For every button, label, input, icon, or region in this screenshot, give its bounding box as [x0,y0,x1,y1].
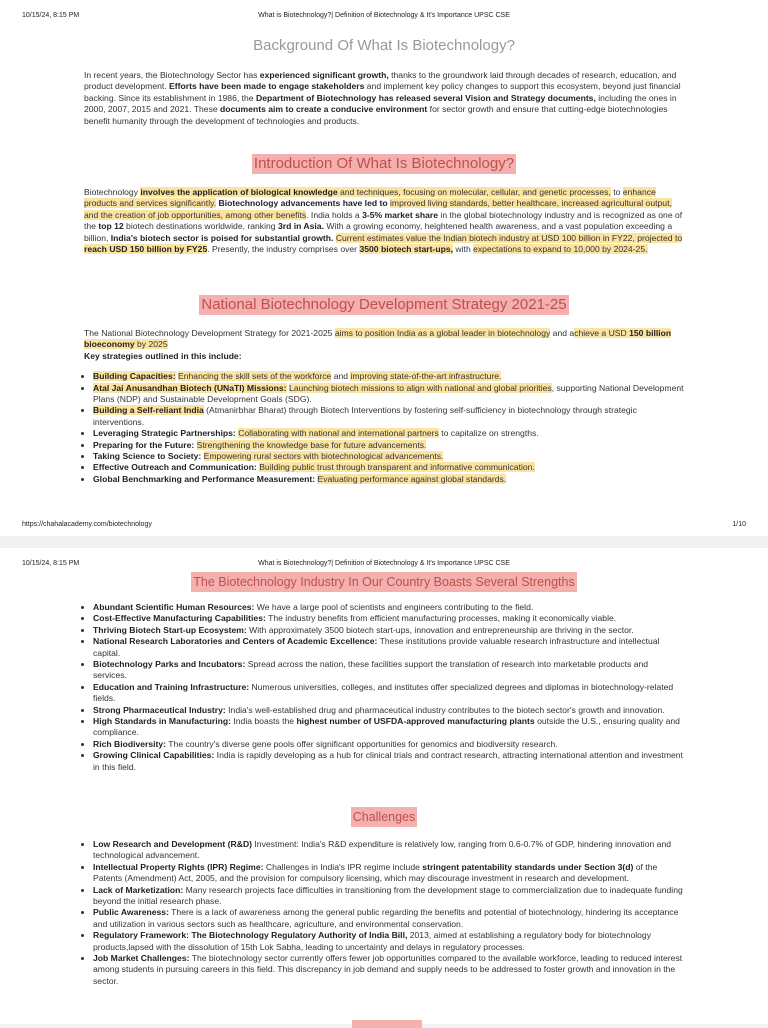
heading-challenges: Challenges [84,807,684,827]
print-datetime: 10/15/24, 8:15 PM [22,12,80,19]
strength-item: • Cost-Effective Manufacturing Capabilities: The industry benefits from efficient manufacturing processes, making it economically viable. [93,613,684,624]
strategy-item: • Effective Outreach and Communication: Building public trust through transparent and informative communication. [93,462,684,473]
section-challenges [84,807,684,987]
print-url: https://chahalacademy.com/biotechnology [22,521,152,528]
strategy-item: • Global Benchmarking and Performance Measurement: Evaluating performance against global standards. [93,474,684,485]
strength-item: • Abundant Scientific Human Resources: We have a large pool of scientists and engineers contributing to the field. [93,602,684,613]
heading-background: Background Of What Is Biotechnology? [253,37,515,54]
strengths-list [84,602,684,773]
print-datetime-2: 10/15/24, 8:15 PM [22,560,80,567]
strategy-item: • Atal Jai Anusandhan Biotech (UNaTI) Missions: Launching biotech missions to align with national and global priorities, supporting National Development Plans (NDP) and Sustainable Development Goals (SDG). [93,383,684,406]
strength-item: • Thriving Biotech Start-up Ecosystem: With approximately 3500 biotech start-ups, innovation and entrepreneurship are thriving in the sector. [93,625,684,636]
strategy-item: • Leveraging Strategic Partnerships: Collaborating with national and international partners to capitalize on strengths. [93,428,684,439]
print-page-number: 1/10 [732,521,746,528]
strength-item: • Strong Pharmaceutical Industry: India's well-established drug and pharmaceutical industry contributes to the biotech sector's growth and innovation. [93,705,684,716]
section-strengths [84,572,684,773]
strategy-item: • Building a Self-reliant India (Atmanirbhar Bharat) through Biotech Interventions by fostering self-sufficiency in biotechnology through strategic interventions. [93,405,684,428]
print-title: What is Biotechnology?| Definition of Biotechnology & It's Importance UPSC CSE [258,12,510,19]
strength-item: • Education and Training Infrastructure: Numerous universities, colleges, and institutes offer specialized degrees and diplomas in biotechnology-related fields. [93,682,684,705]
section-strategy [84,295,684,485]
introduction-paragraph: Biotechnology involves the application of biological knowledge and techniques, focusing on molecular, cellular, and genetic processes, to enhance products and services significantly. Biotechnology advancements have led to improved living standards, better healthcare, increased agricultural output, and the creation of job opportunities, among other benefits. India holds a 3-5% market share in the global biotechnology industry and is recognized as one of the top 12 biotech destinations worldwide, ranking 3rd in Asia. With a growing economy, heightened health awareness, and a vast population exceeding a billion, India's biotech sector is poised for substantial growth. Current estimates value the Indian biotech industry at USD 100 billion in FY22, projected to reach USD 150 billion by FY25. Presently, the industry comprises over 3500 biotech start-ups, with expectations to expand to 10,000 by 2024-25. [84,187,683,255]
challenge-item: • Intellectual Property Rights (IPR) Regime: Challenges in India's IPR regime include stringent patentability standards under Section 3(d) of the Patents (Amendment) Act, 2005, and the provision for compulsory licensing, which may discourage investment in research and development. [93,862,684,885]
strategy-paragraph: The National Biotechnology Development Strategy for 2021-2025 aims to position India as a global leader in biotechnology and achieve a USD 150 billion bioeconomy by 2025 Key strategies outlined in this include: [84,328,672,361]
strategy-item: • Building Capacities: Enhancing the skill sets of the workforce and improving state-of-the-art infrastructure. [93,371,684,382]
strategy-item: • Preparing for the Future: Strengthening the knowledge base for future advancements. [93,440,684,451]
strength-item: • Growing Clinical Capabilities: India is rapidly developing as a hub for clinical trials and contract research, attracting international attention and investment in this field. [93,750,684,773]
section-background [84,36,684,127]
heading-strengths: The Biotechnology Industry In Our Country Boasts Several Strengths [84,572,684,592]
background-paragraph: In recent years, the Biotechnology Sector has experienced significant growth, thanks to the groundwork laid through decades of research, education, and product development. Efforts have been made to engage stakeholders and implement key policy changes to support this ecosystem, beyond just financial backing. Since its establishment in 1986, the Department of Biotechnology has released several Vision and Strategy documents, including the ones in 2000, 2007, 2015 and 2021. These documents aim to create a conducive environment for sector growth and ensure that cutting-edge biotechnologies benefit humanity through the development of technologies and products. [84,70,681,126]
strength-item: • High Standards in Manufacturing: India boasts the highest number of USFDA-approved manufacturing plants outside the U.S., ensuring quality and compliance. [93,716,684,739]
strength-item: • Rich Biodiversity: The country's diverse gene pools offer significant opportunities for genomics and biodiversity research. [93,739,684,750]
section-introduction [84,154,684,255]
challenge-item: • Public Awareness: There is a lack of awareness among the general public regarding the benefits and potential of biotechnology, hindering its acceptance and utilization in various sectors such as healthcare, agriculture, and environmental conservation. [93,907,684,930]
challenge-item: • Job Market Challenges: The biotechnology sector currently offers fewer job opportunities compared to the available workforce, leading to reduced interest among students in pursuing careers in this field. This discrepancy in job demand and supply needs to be addressed to foster growth and innovation in the sector. [93,953,684,987]
strategy-item: • Taking Science to Society: Empowering rural sectors with biotechnological advancements. [93,451,684,462]
print-title-2: What is Biotechnology?| Definition of Biotechnology & It's Importance UPSC CSE [258,560,510,567]
strength-item: • Biotechnology Parks and Incubators: Spread across the nation, these facilities support the translation of research into marketable products and services. [93,659,684,682]
challenges-list [84,839,684,987]
challenge-item: • Lack of Marketization: Many research projects face difficulties in transitioning from the development stage to commercialization due to inadequate funding beyond the initial research phase. [93,885,684,908]
strength-item: • National Research Laboratories and Centers of Academic Excellence: These institutions provide valuable research infrastructure and intellectual capital. [93,636,684,659]
challenge-item: • Regulatory Framework: The Biotechnology Regulatory Authority of India Bill, 2013, aimed at establishing a regulatory body for biotechnology products,lapsed with the dissolution of 15th Lok Sabha, leading to uncertainty and delays in regulatory processes. [93,930,684,953]
strategy-list [84,371,684,485]
challenge-item: • Low Research and Development (R&D) Investment: India's R&D expenditure is relatively low, ranging from 0.6-0.7% of GDP, hindering innovation and technological advancement. [93,839,684,862]
pdf-page-2 [0,548,768,1024]
heading-strategy: National Biotechnology Development Strategy 2021-25 [201,296,567,313]
heading-introduction: Introduction Of What Is Biotechnology? [253,155,515,172]
next-heading-fragment [352,1020,422,1028]
